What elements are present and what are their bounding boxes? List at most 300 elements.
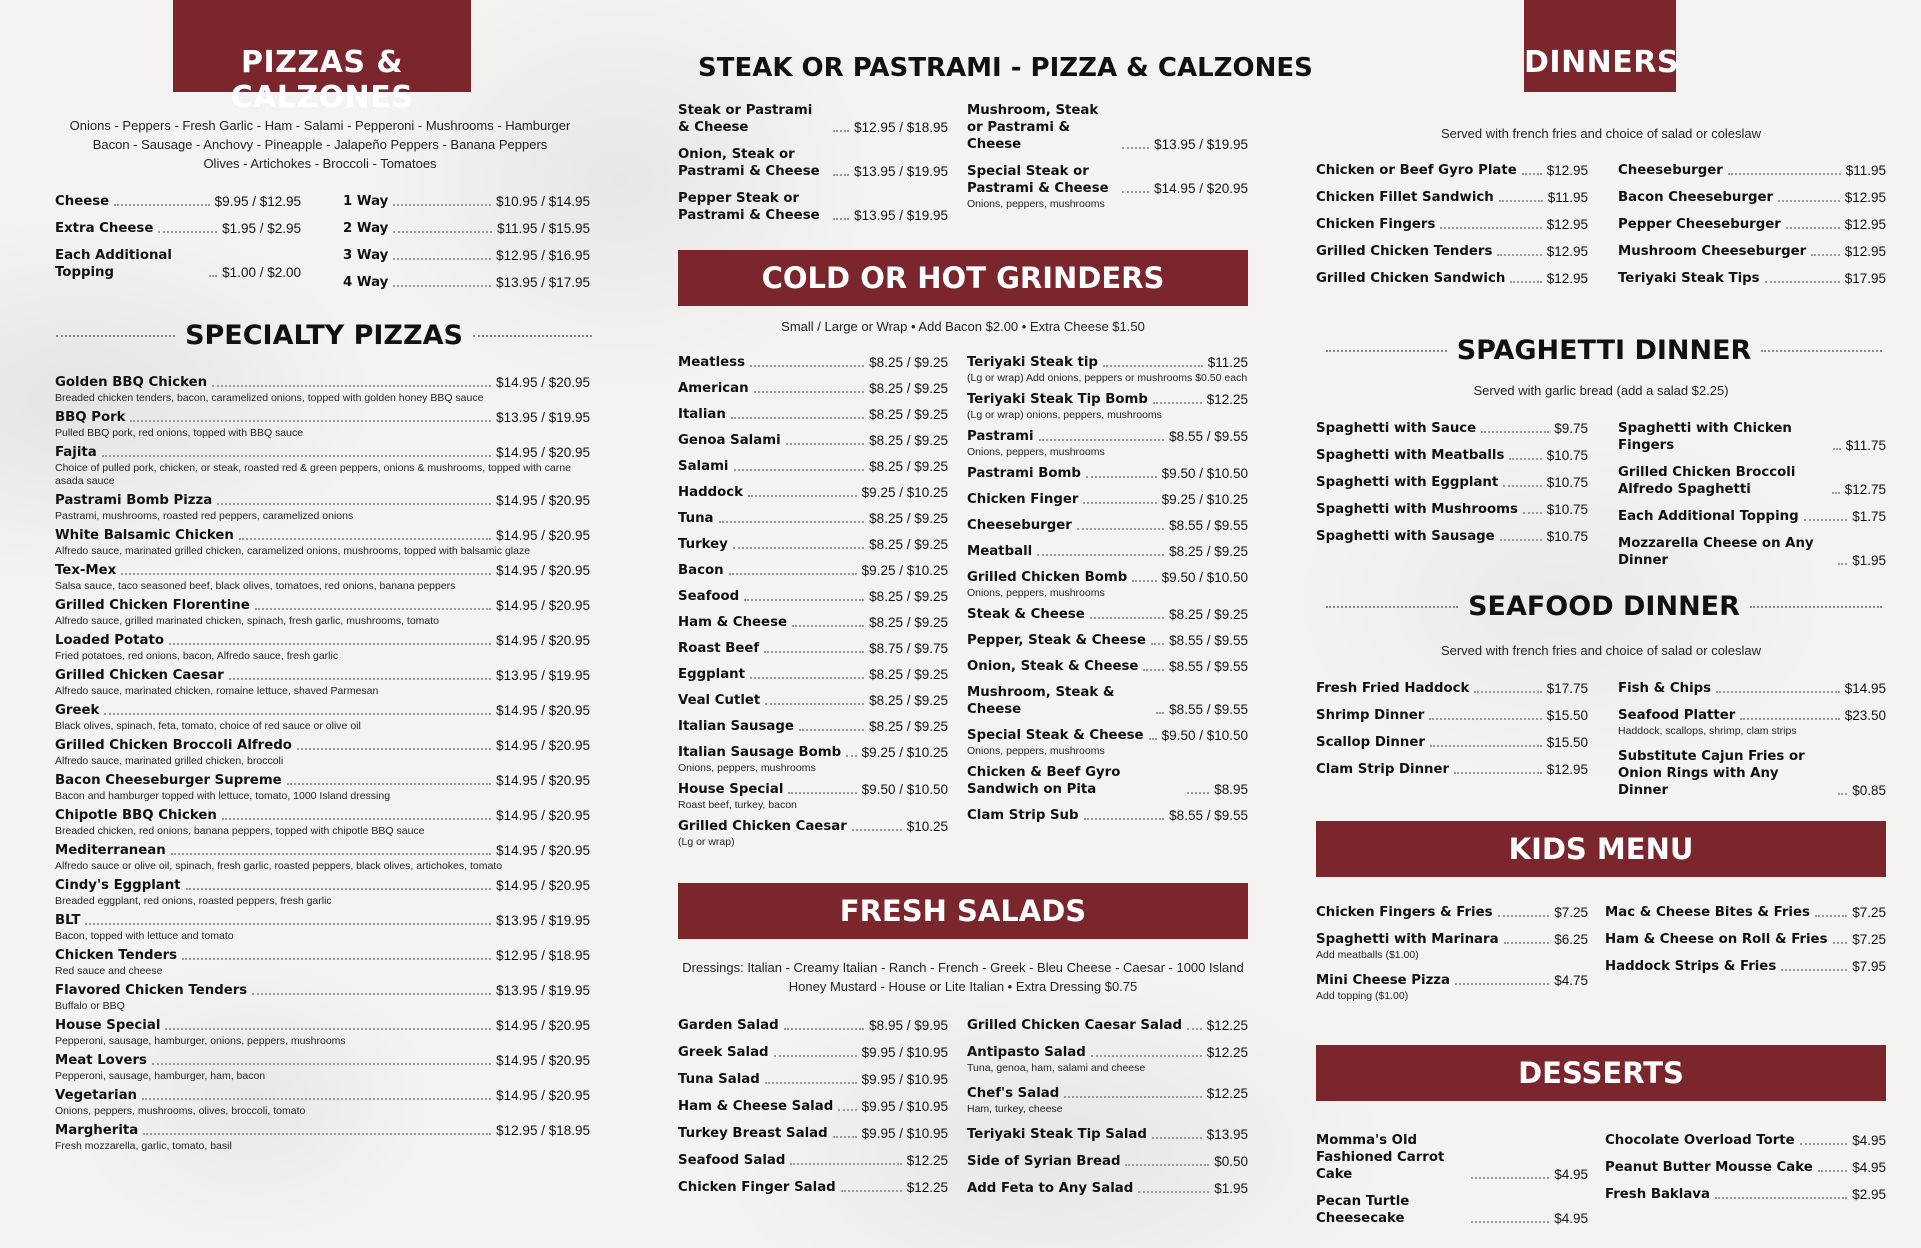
menu-item-price: $8.25 / $9.25 [869,459,948,474]
menu-item-price: $14.95 / $20.95 [496,633,590,648]
menu-item-name: Bacon [678,563,724,578]
menu-item-name: Pastrami [967,429,1034,444]
menu-item-description: Onions, peppers, mushrooms [967,587,1105,599]
menu-item-name: Tuna [678,511,714,526]
dot-leader [169,643,491,645]
menu-item [678,146,948,180]
menu-item [678,102,948,136]
steak-left-list [678,102,948,234]
menu-item-price: $14.95 / $20.95 [496,375,590,390]
menu-item [678,458,948,475]
menu-item-price: $10.75 [1546,475,1588,490]
menu-item [1316,972,1588,1003]
menu-item-price: $13.95 / $19.95 [496,410,590,425]
dot-leader [158,231,217,233]
menu-item-name: Fish & Chips [1618,681,1712,696]
menu-item-description: Haddock, scallops, shrimp, clam strips [1618,725,1797,737]
menu-item-price: $14.95 / $20.95 [496,528,590,543]
menu-item-row [678,692,948,709]
menu-item-price: $15.50 [1546,735,1588,750]
menu-item [1316,243,1588,260]
menu-item-name: Genoa Salami [678,433,781,448]
menu-item-name: Cheeseburger [967,518,1072,533]
menu-item-row [678,484,948,501]
dot-leader [1455,983,1549,985]
menu-item-price: $9.95 / $12.95 [214,194,301,209]
heading-rule [1761,350,1882,352]
dot-leader [841,1190,902,1192]
menu-item-name: Pecan Turtle Cheesecake [1316,1194,1410,1226]
menu-item-row [967,1044,1248,1061]
menu-item-name: BLT [55,913,81,928]
steak-heading [678,53,1313,83]
menu-item-description: (Lg or wrap) onions, peppers, mushrooms [967,409,1162,421]
dot-leader [1122,191,1149,193]
menu-item [678,484,948,501]
dot-leader [229,678,491,680]
menu-item [678,380,948,397]
menu-item-price: $14.95 / $20.95 [496,808,590,823]
menu-item-name: Teriyaki Steak Tip Salad [967,1127,1147,1142]
menu-item-price: $13.95 / $17.95 [496,275,590,290]
menu-item-row [1605,1132,1886,1149]
menu-item [1316,1132,1588,1183]
menu-item-price: $7.95 [1852,959,1886,974]
menu-item-name: Ham & Cheese Salad [678,1099,834,1114]
menu-item-row [55,444,590,461]
salads-title: FRESH SALADS [839,894,1087,928]
menu-item-name: Turkey [678,537,728,552]
menu-item-price: $14.95 / $20.95 [496,445,590,460]
menu-item-name: Chicken Finger [967,492,1079,507]
dot-leader [1138,1191,1209,1193]
menu-item-price: $17.75 [1546,681,1588,696]
menu-item-name: Grilled Chicken Florentine [55,598,250,613]
menu-item-name: Grilled Chicken Bomb [967,570,1128,585]
menu-item-name: Haddock Strips & Fries [1605,959,1777,974]
menu-item [55,947,590,978]
menu-item-row [967,727,1248,744]
menu-item-row [967,1153,1248,1170]
menu-item-name: Grilled Chicken Tenders [1316,244,1493,259]
menu-item [967,517,1248,534]
dot-leader [734,469,865,471]
menu-item-row [1618,680,1886,697]
menu-item-row [1316,216,1588,233]
dot-leader [1781,969,1847,971]
dinners-right-list [1618,162,1886,297]
dot-leader [719,521,865,523]
dot-leader [1509,458,1541,460]
menu-item [678,1017,948,1034]
dinners-title: DINNERS [1524,45,1679,80]
menu-item-price: $12.25 [1206,1086,1248,1101]
menu-item-name: Veal Cutlet [678,693,761,708]
dinners-left-list [1316,162,1588,297]
menu-item [967,569,1248,600]
menu-item-row [1316,680,1588,697]
menu-item-price: $13.95 / $19.95 [854,164,948,179]
menu-item-name: Chocolate Overload Torte [1605,1133,1795,1148]
menu-item-row [343,220,590,237]
dot-leader [255,608,491,610]
menu-item-price: $14.95 / $20.95 [496,738,590,753]
dot-leader [1522,173,1542,175]
menu-item-row [55,807,590,824]
dot-leader [765,1082,857,1084]
dot-leader [764,651,864,653]
menu-item-name: Bacon Cheeseburger [1618,190,1774,205]
menu-item [967,491,1248,508]
menu-item [55,1122,590,1153]
menu-item [55,632,590,663]
dot-leader [774,1055,857,1057]
menu-item-row [1316,243,1588,260]
menu-item-price: $12.95 [1844,190,1886,205]
steak-title: STEAK OR PASTRAMI - PIZZA & CALZONES [698,53,1313,83]
menu-item [55,877,590,908]
dot-leader [1440,227,1541,229]
menu-item [967,354,1248,385]
menu-item-price: $7.25 [1554,905,1588,920]
menu-item-name: Pepper Steak or Pastrami & Cheese [678,191,820,223]
menu-item-description: Onions, peppers, mushrooms [967,745,1105,757]
menu-item-price: $8.55 / $9.55 [1169,702,1248,717]
seafood-left-list [1316,680,1588,788]
menu-item [1605,958,1886,975]
menu-item [1618,680,1886,697]
dot-leader [1471,1177,1549,1179]
menu-item [55,193,301,210]
toppings-note [46,116,594,173]
menu-item-row [343,247,590,264]
dot-leader [1778,200,1840,202]
menu-item [967,632,1248,649]
dot-leader [833,218,849,220]
dot-leader [393,231,492,233]
specialty-list [55,374,590,1157]
menu-item [678,744,948,775]
menu-item [55,667,590,698]
menu-item [678,432,948,449]
menu-item-price: $12.25 [1206,1045,1248,1060]
menu-item-row [1316,904,1588,921]
menu-item-name: Margherita [55,1123,139,1138]
toppings-line: Olives - Artichokes - Broccoli - Tomatoes [203,156,437,171]
menu-item-name: Grilled Chicken Caesar [55,668,224,683]
toppings-line: Bacon - Sausage - Anchovy - Pineapple - Jalapeño Peppers - Banana Peppers [92,137,548,152]
pizzas-tab [173,0,471,115]
menu-item-name: Greek [55,703,100,718]
menu-item [343,247,590,264]
menu-item [967,1044,1248,1075]
menu-item-description: Pepperoni, sausage, hamburger, onions, peppers, mushrooms [55,1035,346,1047]
menu-item-price: $12.95 [1546,217,1588,232]
menu-item-name: Pastrami Bomb Pizza [55,493,213,508]
menu-item [967,543,1248,560]
menu-item-name: 1 Way [343,194,389,209]
menu-item-name: Fajita [55,445,97,460]
menu-item-price: $10.25 [906,819,948,834]
menu-item-name: Pepper, Steak & Cheese [967,633,1146,648]
menu-item-price: $9.95 / $10.95 [861,1126,948,1141]
dot-leader [1815,915,1847,917]
menu-item-price: $8.25 / $9.25 [869,355,948,370]
desserts-right-list [1605,1132,1886,1213]
spaghetti-note: Served with garlic bread (add a salad $2.25) [1473,383,1729,398]
dot-leader [1510,281,1541,283]
menu-item-row [678,354,948,371]
heading-rule [56,335,175,337]
menu-item-price: $12.25 [906,1180,948,1195]
menu-item-row [1618,162,1886,179]
menu-item-row [1316,501,1588,518]
menu-item-name: Grilled Chicken Broccoli Alfredo [55,738,292,753]
menu-item-row [55,1122,590,1139]
menu-item-price: $11.95 [1547,190,1588,205]
salads-banner [678,883,1248,939]
menu-item [1316,904,1588,921]
menu-item [678,1152,948,1169]
menu-item [55,1087,590,1118]
menu-item-name: Teriyaki Steak Tip Bomb [967,392,1148,407]
menu-item-row [678,102,948,136]
dot-leader [1086,476,1157,478]
menu-item-name: Turkey Breast Salad [678,1126,828,1141]
menu-item-name: Pepper Cheeseburger [1618,217,1781,232]
menu-item [1605,1159,1886,1176]
menu-item-price: $4.75 [1554,973,1588,988]
menu-item-name: Spaghetti with Sausage [1316,529,1495,544]
menu-item-row [678,380,948,397]
menu-item-name: Meat Lovers [55,1053,147,1068]
dot-leader [1077,528,1164,530]
menu-item-name: Flavored Chicken Tenders [55,983,248,998]
menu-item-price: $1.95 [1214,1181,1248,1196]
menu-item-price: $8.25 / $9.25 [869,381,948,396]
menu-item-description: Roast beef, turkey, bacon [678,799,797,811]
menu-item-price: $9.25 / $10.25 [861,563,948,578]
menu-item-name: Chicken Tenders [55,948,178,963]
menu-item [55,702,590,733]
menu-item-name: Teriyaki Steak Tips [1618,271,1760,286]
menu-item-price: $12.95 / $16.95 [496,248,590,263]
menu-item-name: Mushroom, Steak or Pastrami & Cheese [967,103,1099,152]
dot-leader [1833,942,1848,944]
menu-item-row [55,877,590,894]
menu-item-price: $9.50 / $10.50 [1161,570,1248,585]
menu-item-name: Special Steak & Cheese [967,728,1144,743]
menu-item-price: $8.95 / $9.95 [869,1018,948,1033]
menu-item-row [1316,734,1588,751]
menu-item [55,737,590,768]
menu-item [55,562,590,593]
menu-item-name: Side of Syrian Bread [967,1154,1121,1169]
dot-leader [287,783,491,785]
menu-item-name: Spaghetti with Meatballs [1316,448,1505,463]
menu-item [967,807,1248,824]
dot-leader [252,993,491,995]
dot-leader [1481,431,1549,433]
menu-item [1316,528,1588,545]
menu-item [678,190,948,224]
menu-item-row [678,1017,948,1034]
dot-leader [1786,227,1840,229]
menu-item-price: $12.95 / $18.95 [854,120,948,135]
menu-item-name: Chicken or Beef Gyro Plate [1316,163,1517,178]
menu-item-row [967,569,1248,586]
dot-leader [744,599,864,601]
menu-item-row [967,491,1248,508]
dot-leader [1156,712,1164,714]
menu-item-row [967,1126,1248,1143]
menu-item-row [55,947,590,964]
menu-item-row [678,1098,948,1115]
menu-item-name: Italian Sausage [678,719,794,734]
menu-item-price: $4.95 [1852,1160,1886,1175]
menu-item-price: $10.75 [1546,502,1588,517]
menu-item [678,666,948,683]
menu-item-price: $8.25 / $9.25 [869,667,948,682]
dot-leader [1084,818,1165,820]
menu-item-price: $11.95 [1845,163,1886,178]
menu-item-row [1618,535,1886,569]
menu-item-name: American [678,381,749,396]
menu-item [55,842,590,873]
dot-leader [104,713,491,715]
menu-item-name: Onion, Steak or Pastrami & Cheese [678,147,820,179]
menu-item-price: $0.50 [1214,1154,1248,1169]
menu-item-name: Garden Salad [678,1018,779,1033]
menu-item-price: $8.25 / $9.25 [869,407,948,422]
dot-leader [1122,147,1149,149]
menu-item [55,527,590,558]
menu-item-name: Chef's Salad [967,1086,1060,1101]
menu-item-description: (Lg or wrap) [678,836,735,848]
salads-right-list [967,1017,1248,1207]
menu-item-price: $14.95 / $20.95 [496,878,590,893]
menu-item-name: Shrimp Dinner [1316,708,1425,723]
menu-item [1605,1132,1886,1149]
menu-item-row [1618,464,1886,498]
menu-item-row [55,842,590,859]
menu-item-name: Spaghetti with Marinara [1316,932,1499,947]
dot-leader [1151,643,1164,645]
dot-leader [786,443,865,445]
dot-leader [239,538,491,540]
menu-item-price: $14.95 / $20.95 [496,598,590,613]
dot-leader [1454,772,1542,774]
menu-item-name: Eggplant [678,667,745,682]
menu-item-name: White Balsamic Chicken [55,528,234,543]
menu-item-description: Breaded eggplant, red onions, roasted peppers, fresh garlic [55,895,332,907]
menu-item-description: Black olives, spinach, feta, tomato, choice of red sauce or olive oil [55,720,361,732]
menu-item-price: $14.95 / $20.95 [496,1018,590,1033]
menu-item-price: $8.25 / $9.25 [869,615,948,630]
dot-leader [393,285,491,287]
dot-leader [393,258,491,260]
dot-leader [171,853,491,855]
menu-item-price: $10.95 / $14.95 [496,194,590,209]
menu-item [678,536,948,553]
menu-item-row [1605,1159,1886,1176]
menu-item-row [967,1180,1248,1197]
menu-item-row [55,562,590,579]
menu-item-description: Tuna, genoa, ham, salami and cheese [967,1062,1146,1074]
menu-item [678,614,948,631]
menu-item-price: $14.95 / $20.95 [496,1053,590,1068]
menu-item-price: $9.75 [1554,421,1588,436]
menu-item-name: Salami [678,459,729,474]
menu-item-row [678,406,948,423]
dot-leader [1474,691,1541,693]
spaghetti-title: SPAGHETTI DINNER [1456,335,1752,366]
menu-item-name: Peanut Butter Mousse Cake [1605,1160,1813,1175]
menu-item-price: $4.95 [1554,1211,1588,1226]
menu-item-description: Breaded chicken tenders, bacon, caramelized onions, topped with golden honey BBQ sauce [55,392,484,404]
menu-item [678,1071,948,1088]
menu-item [1316,734,1588,751]
menu-item-name: Ham & Cheese on Roll & Fries [1605,932,1828,947]
menu-item-price: $1.95 / $2.95 [222,221,301,236]
menu-item-name: Chipotle BBQ Chicken [55,808,217,823]
menu-item-description: Onions, peppers, mushrooms [967,446,1105,458]
menu-item-price: $12.25 [1206,1018,1248,1033]
menu-item [55,772,590,803]
menu-item-price: $4.95 [1554,1167,1588,1182]
menu-item [1316,270,1588,287]
grinders-left-list [678,354,948,855]
dot-leader [1143,669,1164,671]
dot-leader [784,1028,864,1030]
dot-leader [788,792,856,794]
dot-leader [799,729,864,731]
dot-leader [833,1136,857,1138]
menu-item-description: Alfredo sauce, marinated chicken, romaine lettuce, shaved Parmesan [55,685,379,697]
menu-item [967,727,1248,758]
menu-item-name: House Special [55,1018,161,1033]
menu-item-name: Spaghetti with Chicken Fingers [1618,421,1792,453]
dot-leader [212,385,491,387]
menu-item [1618,189,1886,206]
menu-item-price: $23.50 [1844,708,1886,723]
menu-item-row [1316,1193,1588,1227]
menu-item-row [678,1071,948,1088]
menu-item-price: $9.50 / $10.50 [1161,466,1248,481]
menu-item-price: $8.55 / $9.55 [1169,518,1248,533]
dot-leader [1153,402,1202,404]
menu-item [1316,474,1588,491]
desserts-left-list [1316,1132,1588,1237]
menu-item-row [967,428,1248,445]
menu-item [1605,1186,1886,1203]
menu-item-price: $14.95 [1844,681,1886,696]
menu-item-row [678,818,948,835]
menu-item [678,588,948,605]
menu-item-price: $14.95 / $20.95 [496,1088,590,1103]
menu-item-row [55,912,590,929]
menu-item-price: $10.75 [1546,448,1588,463]
menu-item-price: $12.95 [1546,762,1588,777]
menu-item-name: Tuna Salad [678,1072,760,1087]
seafood-note: Served with french fries and choice of salad or coleslaw [1440,643,1762,658]
menu-item-price: $8.55 / $9.55 [1169,808,1248,823]
menu-item-row [967,391,1248,408]
menu-item-name: Pastrami Bomb [967,466,1081,481]
dot-leader [1800,1143,1848,1145]
toppings-line: Onions - Peppers - Fresh Garlic - Ham - Salami - Pepperoni - Mushrooms - Hamburger [69,118,571,133]
menu-item-price: $12.95 [1844,217,1886,232]
